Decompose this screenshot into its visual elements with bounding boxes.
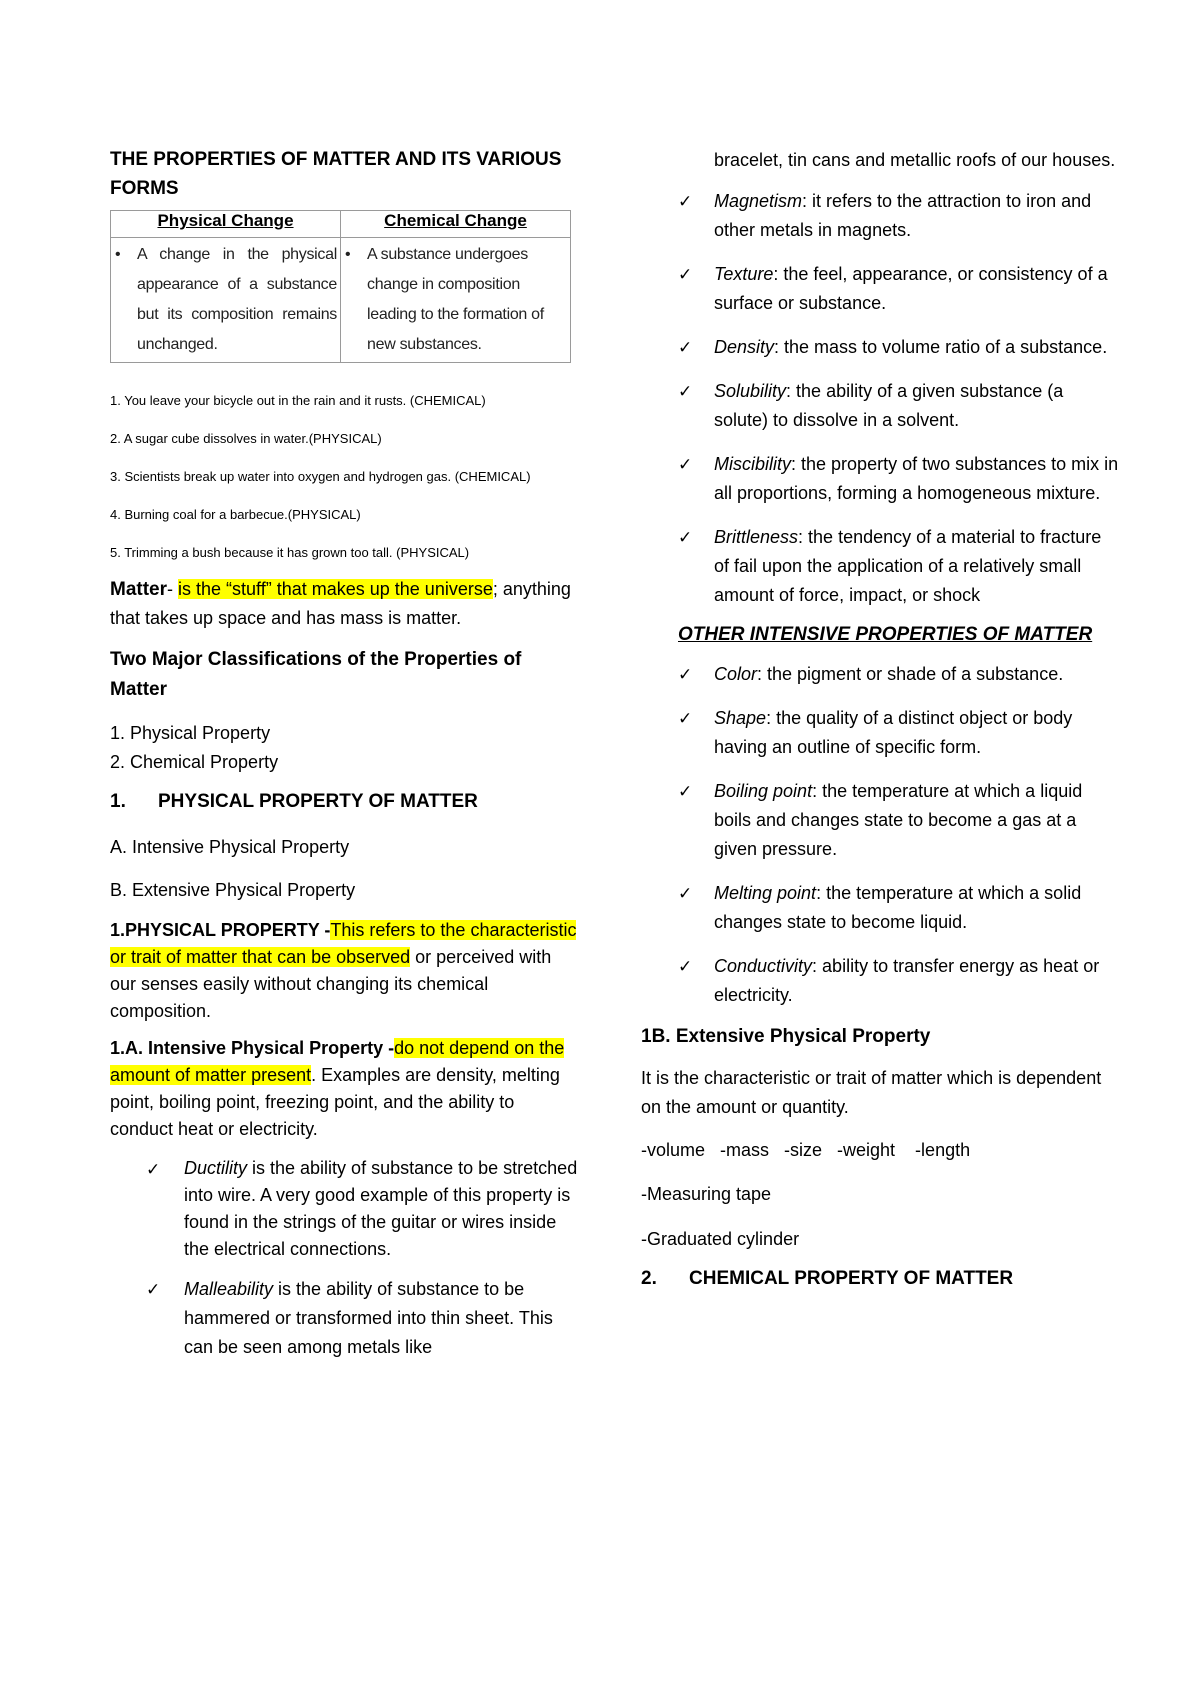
physical-change-definition: A change in the physical appearance of a substance but its composition remains unchanged.: [137, 246, 337, 353]
list-item-text: [714, 704, 1121, 762]
list-item-text: [714, 879, 1121, 937]
list-item: [678, 660, 1121, 689]
density-term: Density: [714, 337, 775, 357]
miscibility-text: : the property of two substances to mix in all proportions, forming a homogeneous mixture.: [714, 454, 1119, 503]
checkmark-icon: ✓: [678, 957, 693, 976]
list-item-text: [184, 1155, 580, 1263]
left-check-list: [110, 1155, 580, 1362]
other-check-list: [641, 660, 1121, 1010]
section-number: 1.: [110, 791, 126, 812]
list-item-text: [184, 1275, 580, 1362]
extensive-definition: It is the characteristic or trait of matter which is dependent on the amount or quantity.: [641, 1068, 1102, 1117]
boiling-point-term: Boiling point: [714, 781, 813, 801]
physical-property-rest: or perceived with our senses easily without changing its chemical composition.: [110, 947, 552, 1021]
ductility-term: Ductility: [184, 1158, 248, 1178]
shape-text: : the quality of a distinct object or body having an outline of specific form.: [714, 708, 1073, 757]
example-item: 4. Burning coal for a barbecue.(PHYSICAL): [110, 507, 361, 522]
example-item: 2. A sugar cube dissolves in water.(PHYSICAL): [110, 431, 382, 446]
section-heading-chemical: [641, 1268, 1121, 1290]
section-title: CHEMICAL PROPERTY OF MATTER: [689, 1268, 1014, 1289]
list-item: [110, 1155, 580, 1263]
list-item: [678, 260, 1121, 318]
checkmark-icon: ✓: [678, 665, 693, 684]
texture-term: Texture: [714, 264, 774, 284]
physical-property-highlight: This refers to the characteristic or trait of matter that can be observed: [110, 920, 577, 967]
color-text: : the pigment or shade of a substance.: [757, 664, 1064, 684]
matter-definition: [110, 575, 580, 633]
list-item: [678, 450, 1121, 508]
shape-term: Shape: [714, 708, 767, 728]
solubility-text: : the ability of a given substance (a solute) to dissolve in a solvent.: [714, 381, 1064, 430]
density-text: : the mass to volume ratio of a substance.: [774, 337, 1108, 357]
intensive-property-highlight: do not depend on the amount of matter present: [110, 1038, 565, 1085]
list-item-text: [714, 523, 1121, 610]
list-item: [110, 1275, 580, 1362]
other-properties-heading: OTHER INTENSIVE PROPERTIES OF MATTER: [678, 624, 1093, 645]
list-item: [678, 523, 1121, 610]
subsection-a: A. Intensive Physical Property: [110, 837, 350, 857]
matter-term: Matter: [110, 579, 168, 600]
checkmark-icon: ✓: [146, 1160, 161, 1179]
checkmark-icon: ✓: [678, 528, 693, 547]
extensive-items: -volume -mass -size -weight -length: [641, 1140, 971, 1160]
bullet-icon: •: [345, 246, 351, 263]
texture-text: : the feel, appearance, or consistency of a surface or substance.: [714, 264, 1108, 313]
checkmark-icon: ✓: [146, 1280, 161, 1299]
list-item-text: [714, 450, 1121, 508]
section-title: PHYSICAL PROPERTY OF MATTER: [158, 791, 478, 812]
list-item-text: [714, 777, 1121, 864]
list-item: [678, 187, 1121, 245]
examples-list: [110, 391, 580, 563]
magnetism-term: Magnetism: [714, 191, 803, 211]
list-item: [678, 952, 1121, 1010]
example-item: 3. Scientists break up water into oxygen and hydrogen gas. (CHEMICAL): [110, 469, 531, 484]
checkmark-icon: ✓: [678, 782, 693, 801]
subsection-b: B. Extensive Physical Property: [110, 880, 356, 900]
melting-point-text: : the temperature at which a solid changes state to become liquid.: [714, 883, 1082, 932]
matter-highlight: is the “stuff” that makes up the universe: [178, 579, 493, 599]
conductivity-term: Conductivity: [714, 956, 813, 976]
table-header-chemical: Chemical Change: [341, 211, 571, 238]
list-item: [678, 377, 1121, 435]
checkmark-icon: ✓: [678, 192, 693, 211]
example-item: 1. You leave your bicycle out in the rain and it rusts. (CHEMICAL): [110, 393, 486, 408]
example-item: 5. Trimming a bush because it has grown too tall. (PHYSICAL): [110, 545, 470, 560]
brittleness-text: : the tendency of a material to fracture of fail upon the application of a relatively small amount of force, impact, or shock: [714, 527, 1102, 605]
solubility-term: Solubility: [714, 381, 787, 401]
checkmark-icon: ✓: [678, 382, 693, 401]
document-title: THE PROPERTIES OF MATTER AND ITS VARIOUS FORMS: [110, 149, 562, 199]
list-item-text: [714, 660, 1121, 689]
list-item-text: [714, 260, 1121, 318]
physical-property-term: 1.PHYSICAL PROPERTY -: [110, 920, 331, 940]
right-check-list: [641, 187, 1121, 610]
boiling-point-text: : the temperature at which a liquid boils and changes state to become a gas at a given pressure.: [714, 781, 1083, 859]
matter-rest: ; anything that takes up space and has mass is matter.: [110, 579, 571, 628]
list-item: [678, 704, 1121, 762]
miscibility-term: Miscibility: [714, 454, 792, 474]
list-item: [678, 777, 1121, 864]
checkmark-icon: ✓: [678, 709, 693, 728]
chemical-change-definition: A substance undergoes change in composition leading to the formation of new substances.: [367, 246, 544, 353]
malleability-continuation: bracelet, tin cans and metallic roofs of our houses.: [714, 150, 1116, 170]
magnetism-text: : it refers to the attraction to iron and other metals in magnets.: [714, 191, 1092, 240]
list-item: [678, 333, 1121, 362]
tool-item: -Graduated cylinder: [641, 1229, 800, 1249]
intensive-property-rest: . Examples are density, melting point, boiling point, freezing point, and the ability to conduct heat or electricity.: [110, 1065, 560, 1139]
bullet-icon: •: [115, 246, 121, 263]
malleability-text: is the ability of substance to be hammered or transformed into thin sheet. This can be seen among metals like: [184, 1279, 553, 1357]
matter-dash: -: [167, 579, 179, 599]
table-header-physical: Physical Change: [111, 211, 341, 238]
checkmark-icon: ✓: [678, 265, 693, 284]
table-cell-chemical: [341, 238, 571, 363]
list-item-text: [714, 333, 1121, 362]
classification-item: 2. Chemical Property: [110, 752, 279, 772]
checkmark-icon: ✓: [678, 338, 693, 357]
classifications-heading: Two Major Classifications of the Properties of Matter: [110, 649, 522, 700]
section-heading-physical: [110, 791, 580, 813]
section-number: 2.: [641, 1268, 657, 1289]
intensive-property-term: 1.A. Intensive Physical Property -: [110, 1038, 395, 1058]
list-item-text: [714, 187, 1121, 245]
list-item-text: [714, 952, 1121, 1010]
right-column: [641, 146, 1121, 1290]
left-column: [110, 145, 580, 1362]
checkmark-icon: ✓: [678, 884, 693, 903]
malleability-term: Malleability: [184, 1279, 274, 1299]
table-cell-physical: [111, 238, 341, 363]
extensive-heading: 1B. Extensive Physical Property: [641, 1026, 931, 1047]
melting-point-term: Melting point: [714, 883, 817, 903]
brittleness-term: Brittleness: [714, 527, 799, 547]
color-term: Color: [714, 664, 758, 684]
physical-property-definition: [110, 917, 580, 1025]
checkmark-icon: ✓: [678, 455, 693, 474]
classification-item: 1. Physical Property: [110, 723, 271, 743]
ductility-text: is the ability of substance to be stretched into wire. A very good example of this property is found in the strings of the guitar or wires inside the electrical connections.: [184, 1158, 578, 1259]
conductivity-text: : ability to transfer energy as heat or electricity.: [714, 956, 1100, 1005]
change-comparison-table: [110, 210, 571, 363]
intensive-property-definition: [110, 1035, 580, 1143]
list-item: [678, 879, 1121, 937]
tool-item: -Measuring tape: [641, 1184, 772, 1204]
list-item-text: [714, 377, 1121, 435]
